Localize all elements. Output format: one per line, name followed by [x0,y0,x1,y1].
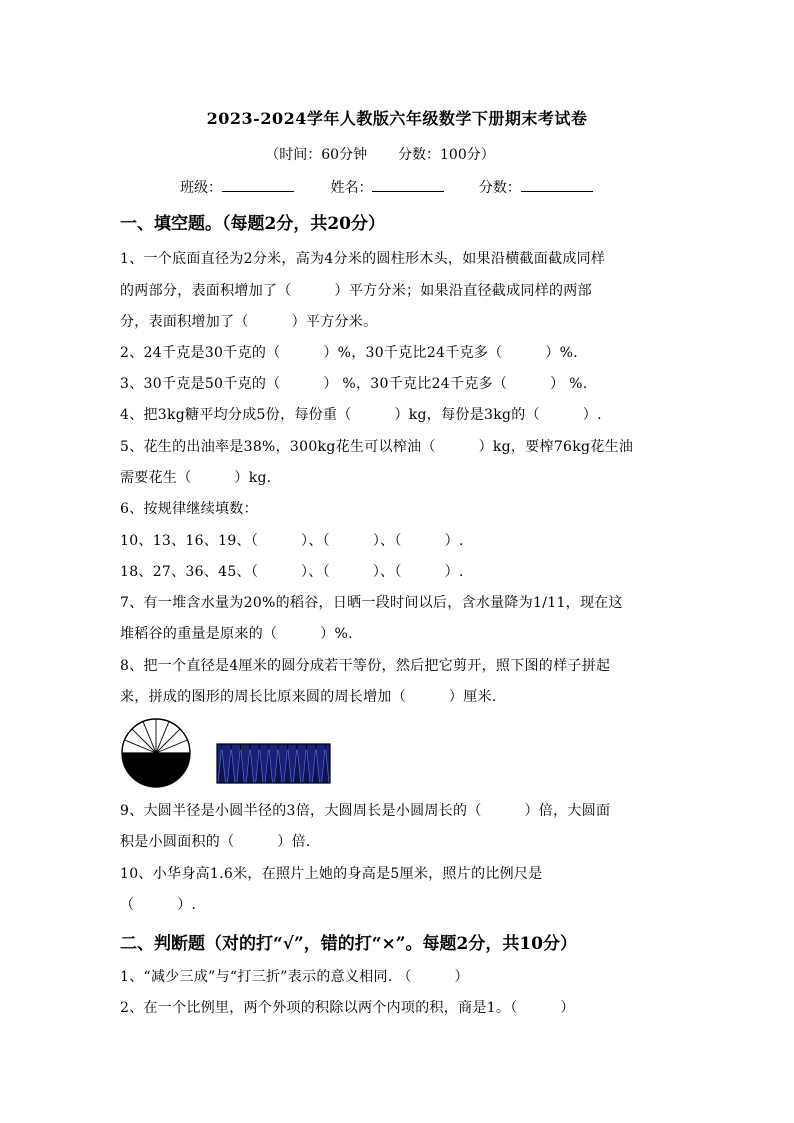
judge-q1-line: 1、“减少三成”与“打三折”表示的意义相同. （ ） [120,969,469,985]
page-title: 2023-2024学年人教版六年级数学下册期末考试卷 [206,109,588,128]
rearranged-strip [217,744,330,783]
section-1-heading: 一、填空题。（每题2分，共20分） [120,214,385,234]
q8-figure [121,718,351,790]
q9-line-1: 9、大圆半径是小圆半径的3倍，大圆周长是小圆周长的（ ）倍，大圆面 [120,803,611,819]
q8-line-1: 8、把一个直径是4厘米的圆分成若干等份，然后把它剪开，照下图的样子拼起 [120,658,611,674]
score-blank[interactable] [521,177,593,192]
score-label: 分数： [478,180,521,196]
student-info-row [180,177,615,197]
q9-line-2: 积是小圆面积的（ ）倍. [120,834,311,850]
q10-line-2: （ ）. [120,897,197,913]
name-blank[interactable] [372,177,444,192]
section-2-heading: 二、判断题（对的打“√”，错的打“×”。每题2分，共10分） [120,934,578,954]
circle-lower-half [122,753,190,787]
q6-sequence-2: 18、27、36、45、（ ）、（ ）、（ ）. [120,564,464,580]
q1-line-2: 的两部分，表面积增加了（ ）平方分米；如果沿直径截成同样的两部 [120,283,592,299]
score-field [479,177,593,197]
class-field [180,177,294,197]
class-blank[interactable] [222,177,294,192]
q3-line: 3、30千克是50千克的（ ） %，30千克比24千克多（ ） %. [120,376,588,392]
q6-sequence-1: 10、13、16、19、（ ）、（ ）、（ ）. [120,533,464,549]
q6-line: 6、按规律继续填数： [120,501,258,517]
q7-line-2: 堆稻谷的重量是原来的（ ）%. [120,626,353,642]
q7-line-1: 7、有一堆含水量为20%的稻谷，日晒一段时间以后，含水量降为1/11，现在这 [120,595,623,611]
name-field [330,177,444,197]
q4-line: 4、把3kg糖平均分成5份，每份重（ ）kg，每份是3kg的（ ）. [120,407,602,423]
name-label: 姓名： [330,180,373,196]
q10-line-1: 10、小华身高1.6米，在照片上她的身高是5厘米，照片的比例尺是 [120,866,543,882]
q2-line: 2、24千克是30千克的（ ）%，30千克比24千克多（ ）%. [120,345,579,361]
q5-line-1: 5、花生的出油率是38%，300kg花生可以榨油（ ）kg，要榨76kg花生油 [120,439,634,455]
circle-sector-lines [125,719,188,753]
sector-line [156,729,180,753]
exam-time: （时间：60分钟 [265,147,368,163]
circle-figure [122,719,190,787]
q8-figure-svg [121,718,351,790]
class-label: 班级： [180,180,222,196]
q8-line-2: 来，拼成的图形的周长比原来圆的周长增加（ ）厘米. [120,689,497,705]
exam-total-score: 分数：100分） [398,147,495,163]
exam-meta [0,144,760,164]
q1-line-1: 1、一个底面直径为2分米，高为4分米的圆柱形木头，如果沿横截面截成同样 [120,251,606,267]
q5-line-2: 需要花生（ ）kg. [120,470,272,486]
sector-line [132,729,156,753]
judge-q2-line: 2、在一个比例里，两个外项的积除以两个内项的积，商是1。（ ） [120,1000,575,1016]
q1-line-3: 分，表面积增加了（ ）平方分米。 [120,314,378,330]
